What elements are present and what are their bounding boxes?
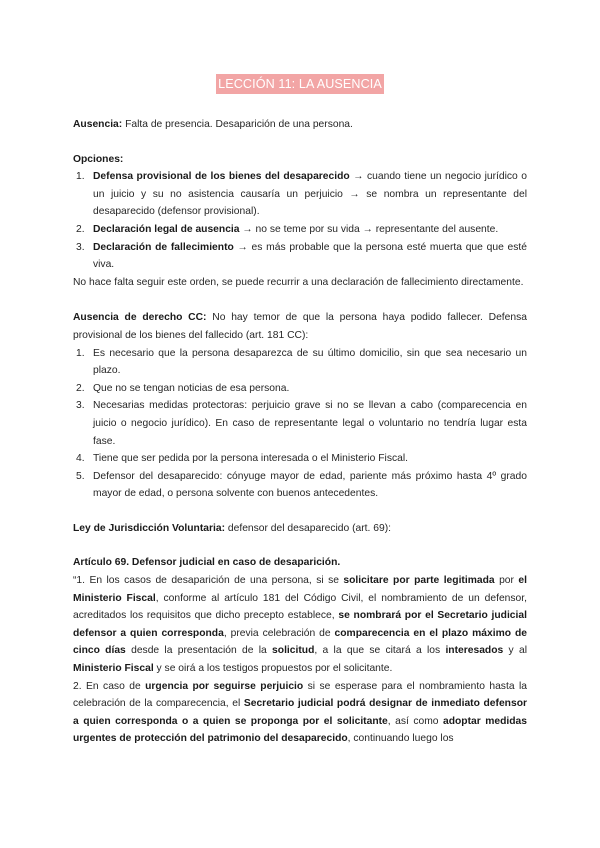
options-note: No hace falta seguir este orden, se puede recurrir a una declaración de fallecimiento directamente. bbox=[73, 276, 524, 288]
definition-text: Falta de presencia. Desaparición de una persona. bbox=[122, 119, 353, 130]
list-item: 1. Es necesario que la persona desaparezca de su último domicilio, sin que sea necesario un plazo. bbox=[76, 347, 527, 377]
list-item: 5. Defensor del desaparecido: cónyuge mayor de edad, pariente más próximo hasta 4º grado mayor de edad, o persona solvente con buenos antecedentes. bbox=[76, 470, 527, 500]
article-paragraph-1: “1. En los casos de desaparición de una persona, si se solicitare por parte legitimada por el Ministerio Fiscal, conforme al artículo 181 del Código Civil, el nombramiento de un defensor, acreditados los requisitos que dicho precepto establece, se nombrará por el Secretario judicial defensor a quien corresponda, previa celebración de comparecencia en el plazo máximo de cinco días desde la presentación de la solicitud, a la que se citará a los interesados y al Ministerio Fiscal y se oirá a los testigos propuestos por el solicitante. bbox=[73, 575, 527, 675]
options-list bbox=[73, 168, 527, 274]
list-item: 3. Declaración de fallecimiento → es más probable que la persona esté muerta que que esté viva. bbox=[76, 241, 527, 271]
ley-paragraph: Ley de Jurisdicción Voluntaria: defensor del desaparecido (art. 69): bbox=[73, 522, 392, 534]
title-row bbox=[0, 74, 600, 95]
requirements-list bbox=[73, 345, 527, 503]
list-item: 2. Declaración legal de ausencia → no se teme por su vida → representante del ausente. bbox=[76, 223, 499, 235]
document-body bbox=[73, 116, 527, 748]
article-heading: Artículo 69. Defensor judicial en caso de desaparición. bbox=[73, 557, 341, 569]
list-item: 3. Necesarias medidas protectoras: perjuicio grave si no se llevan a cabo (comparecencia en juicio o negocio jurídico). En caso de representante legal o voluntario no tendría lugar esta fase. bbox=[76, 400, 527, 447]
options-heading: Opciones: bbox=[73, 153, 124, 165]
definition-term: Ausencia: bbox=[73, 119, 123, 130]
list-item: 1. Defensa provisional de los bienes del desaparecido → cuando tiene un negocio jurídico o un juicio y su no asistencia causaría un perjuicio → se nombra un representante del desaparecido (defensor provisional). bbox=[76, 171, 527, 218]
article-paragraph-2: 2. En caso de urgencia por seguirse perjuicio si se esperase para el nombramiento hasta la celebración de la comparecencia, el Secretario judicial podrá designar de inmediato defensor a quien corresponda o a quien se proponga por el solicitante, así como adoptar medidas urgentes de protección del patrimonio del desaparecido, continuando luego los bbox=[73, 680, 527, 745]
page-title: LECCIÓN 11: LA AUSENCIA bbox=[216, 74, 384, 94]
derecho-paragraph: Ausencia de derecho CC: No hay temor de que la persona haya podido fallecer. Defensa provisional de los bienes del fallecido (art. 181 CC): bbox=[73, 312, 528, 341]
definition-paragraph bbox=[73, 116, 527, 134]
list-item: 4. Tiene que ser pedida por la persona interesada o el Ministerio Fiscal. bbox=[76, 453, 408, 465]
list-item: 2. Que no se tengan noticias de esa persona. bbox=[76, 382, 290, 394]
